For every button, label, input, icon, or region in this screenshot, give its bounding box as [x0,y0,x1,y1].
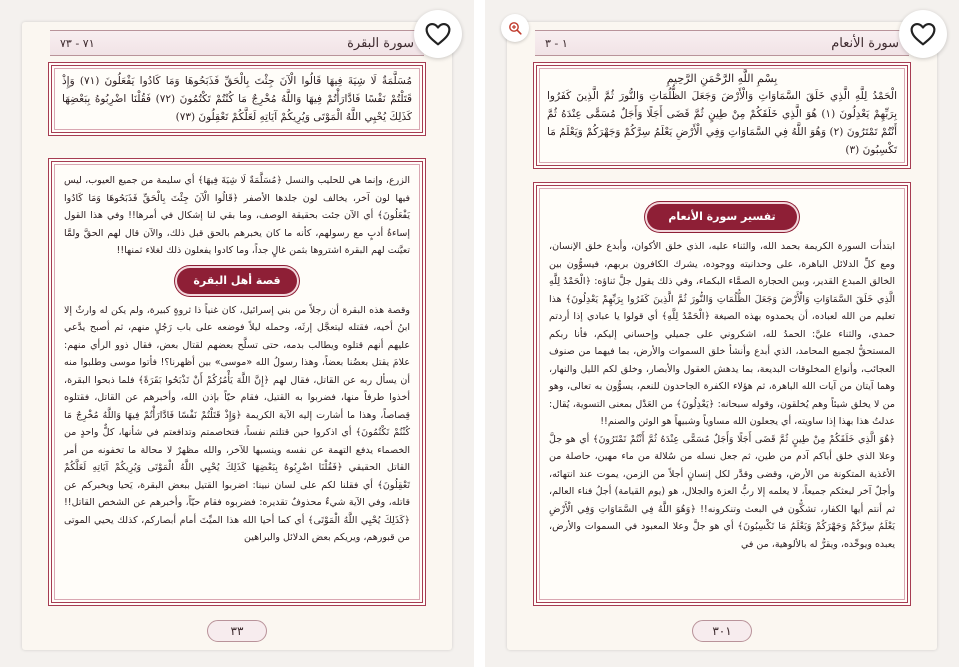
surah-name: سورة الأنعام [831,35,899,51]
commentary-paragraph: وقصة هذه البقرة أن رجلاً من بني إسرائيل، كان غنياً ذا ثروةٍ كبيرة، ولم يكن له وارثٌ إلا ابنُ أخيه، فقتله ليتعجَّل إرثَه، وحمله ليلاً فوضعه على باب رَجُلٍ منهم، ثم أصبح يدَّعي عليهم أنهم قتلوه ويطالب بدمه، حتى تسلَّح بعضهم لقتال بعض، فقال ذوو الرأي منهم: علامَ يقتل بعضُنا بعضاً، وهذا رسولُ الله «موسى» بين أظهرنا؟! فأتوا موسى وطلبوا منه أن يسأل ربه عن القاتل، فقال لهم ﴿إِنَّ اللَّهَ يَأْمُرُكُمْ أَنْ تَذْبَحُوا بَقَرَةً﴾ فلما ذبحوا البقرة، أخذوا طرفاً منها، فضربوا به القتيل، فقام حيّاً بإذن الله، وأخبرهم عن القاتل، فقتلوه قِصاصاً، وهذا ما أشارت إليه الآية الكريمة ﴿وَإِذْ قَتَلْتُمْ نَفْسًا فَادَّارَأْتُمْ فِيهَا وَاللَّهُ مُخْرِجٌ مَا كُنْتُمْ تَكْتُمُونَ﴾ أي اذكروا حين قتلتم نفساً، فتخاصمتم وتدافعتم في شأنها، كلٌّ واحدٍ من الخصماء يدفع التهمة عن نفسه وينسبها للآخر، والله مظهرٌ لا محالة ما تخفونه من أمر القاتل الحقيقي ﴿فَقُلْنَا اضْرِبُوهُ بِبَعْضِهَا كَذَلِكَ يُحْيِي اللَّهُ الْمَوْتَى وَيُرِيكُمْ آيَاتِهِ لَعَلَّكُمْ تَعْقِلُونَ﴾ أي فقلنا لكم على لسان نبينا: اضربوا القتيل ببعض البقرة، يَحيا ويخبركم عن قاتله، وفي الآية شيءٌ محذوفٌ تقديره: فضربوه فقام حيّاً، وأخبرهم عن الشخص القاتل!! ﴿كَذَلِكَ يُحْيِي اللَّهُ الْمَوْتَى﴾ أي كما أحيا الله هذا الميِّتَ أمام أبصاركم، كذلك يحيي الموتى من قبورهم، ويريكم بعض الدلائل والبراهين [64,304,410,543]
commentary-frame [533,182,911,606]
heart-outline-icon [910,22,936,46]
commentary-paragraph: ﴿هُوَ الَّذِي خَلَقَكُمْ مِنْ طِينٍ ثُمَّ قَضَى أَجَلًا وَأَجَلٌ مُسَمًّى عِنْدَهُ ثُمَّ أَنْتُمْ تَمْتَرُونَ﴾ أي هو جلَّ وعلا الذي خلق أباكم آدم من طين، ثم جعل نسله من سُلالة من ماء مهين، حاصلة من الأغذية المتكونة من الأرض، وقضى وقدَّر لكل إنسانٍ أجلاً من الزمن، يموت عند انتهائه، وأجلٌ آخر لبعثكم جميعاً، لا يعلمه إلا ربُّ العزة والجلال، هو (يوم القيامة) أجلُ فناء العالم، ثم أنتم أيها الكفار، تشكُّون في البعث وتنكرونه!! ﴿وَهُوَ اللَّهُ فِي السَّمَاوَاتِ وَفِي الْأَرْضِ يَعْلَمُ سِرَّكُمْ وَجَهْرَكُمْ وَيَعْلَمُ مَا تَكْسِبُونَ﴾ أي هو جلَّ وعلا المعبود في السموات والأرض، يعبده ويوحِّده، ويقرُّ له بالألوهية، من في [549,433,895,550]
surah-name: سورة البقرة [347,35,414,51]
section-title-cartouche: قصة أهل البقرة [177,268,297,294]
running-head-right [535,30,909,56]
favorite-button[interactable] [414,10,462,58]
book-page-right [507,22,937,650]
zoom-button[interactable] [501,14,529,42]
heart-outline-icon [425,22,451,46]
product-image-card-left[interactable] [0,0,474,667]
basmala: بِسْمِ اللَّهِ الرَّحْمَنِ الرَّحِيمِ [666,72,778,85]
quran-text: مُسَلَّمَةٌ لَا شِيَةَ فِيهَا قَالُوا الْآنَ جِئْتَ بِالْحَقِّ فَذَبَحُوهَا وَمَا كَادُوا يَفْعَلُونَ (٧١) وَإِذْ قَتَلْتُمْ نَفْسًا فَادَّارَأْتُمْ فِيهَا وَاللَّهُ مُخْرِجٌ مَا كُنْتُمْ تَكْتُمُونَ (٧٢) فَقُلْنَا اضْرِبُوهُ بِبَعْضِهَا كَذَلِكَ يُحْيِي اللَّهُ الْمَوْتَى وَيُرِيكُمْ آيَاتِهِ لَعَلَّكُمْ تَعْقِلُونَ (٧٣) [62,75,413,123]
quran-verse-frame [533,62,911,169]
zoom-in-icon [508,21,522,35]
quran-verse-frame [48,62,426,136]
page-number: ٣٠١ [692,620,752,642]
favorite-button[interactable] [899,10,947,58]
commentary-paragraph: ابتدأت السورة الكريمة بحمد الله، والثناء عليه، الذي خلق الأكوان، وأبدع خلق الإنسان، ومع كلِّ الدلائل الباهرة، على وحدانيته ووجوده، يشرك الكافرون بربهم، فيسوُّون بين الخالق المبدع القدير، وبين الحجارة الصمَّاء البكماء، وفي ذلك يقول جلَّ ثناؤه: ﴿الْحَمْدُ لِلَّهِ الَّذِي خَلَقَ السَّمَاوَاتِ وَالْأَرْضَ وَجَعَلَ الظُّلُمَاتِ وَالنُّورَ ثُمَّ الَّذِينَ كَفَرُوا بِرَبِّهِمْ يَعْدِلُونَ﴾ هذا تعليم من الله لعباده، أن يحمدوه بهذه الصيغة ﴿الْحَمْدُ لِلَّهِ﴾ أي قولوا يا عبادي إذا أردتم حمدي، والثناء عليَّ: الحمدُ لله، اشكروني على جميلي وإحساني إليكم، فأنا ربكم المستحقُّ لجميع المحامد، الذي أبدع وأنشأ خلق السموات والأرض، بما فيهما من صنوف العجائب، وأنواع المخلوقات البديعة، بما يدهش العقول والأبصار، وخلق لكم الليل والنهار، وهما آيتان من آيات الله الباهرة، ثم هؤلاء الكفرة الجاحدون للنعم، يسوُّون به تعالى، وهو من لا يخلق شيئاً وهم يُخلقون، وقوله سبحانه: ﴿يَعْدِلُونَ﴾ من العَدْل بمعنى التسوية، يُقال: عدلتُ هذا بهذا إذا ساويته، أي يجعلون الله مساوياً وشبيهاً هو الوثن والصنم!! [549,241,895,427]
book-page-left [22,22,452,650]
product-image-card-right[interactable] [485,0,959,667]
verse-range: ٧١ - ٧٣ [60,36,95,50]
quran-text: الْحَمْدُ لِلَّهِ الَّذِي خَلَقَ السَّمَاوَاتِ وَالْأَرْضَ وَجَعَلَ الظُّلُمَاتِ وَالنُّورَ ثُمَّ الَّذِينَ كَفَرُوا بِرَبِّهِمْ يَعْدِلُونَ (١) هُوَ الَّذِي خَلَقَكُمْ مِنْ طِينٍ ثُمَّ قَضَى أَجَلًا وَأَجَلٌ مُسَمًّى عِنْدَهُ ثُمَّ أَنْتُمْ تَمْتَرُونَ (٢) وَهُوَ اللَّهُ فِي السَّمَاوَاتِ وَفِي الْأَرْضِ يَعْلَمُ سِرَّكُمْ وَجَهْرَكُمْ وَيَعْلَمُ مَا تَكْسِبُونَ (٣) [547,90,898,156]
section-title-cartouche: تفسير سورة الأنعام [647,204,797,230]
page-number: ٣٣ [207,620,267,642]
verse-range: ١ - ٣ [545,36,568,50]
commentary-frame [48,158,426,606]
running-head-left [50,30,424,56]
commentary-paragraph: الزرع، وإنما هي للحليب والنسل ﴿مُسَلَّمَةٌ لَا شِيَةَ فِيهَا﴾ أي سليمة من جميع العيوب، ليس فيها لون آخر، يخالف لون جلدها الأصفر ﴿قَالُوا الْآنَ جِئْتَ بِالْحَقِّ فَذَبَحُوهَا وَمَا كَادُوا يَفْعَلُونَ﴾ أي الآن جئت بحقيقة الوصف، وما بقي لنا إشكال في أمرها!! وفي هذا القول إساءةُ أدبٍ مع رسولهم، كأنه ما كان يخبرهم بالحق قبل ذلك، والآن قال لهم الحقَّ ولمَّا تعيَّنت لهم البقرة اشتروها بثمن غالٍ جداً، وما كادوا يفعلون ذلك لغلاء ثمنها!! [64,175,410,256]
